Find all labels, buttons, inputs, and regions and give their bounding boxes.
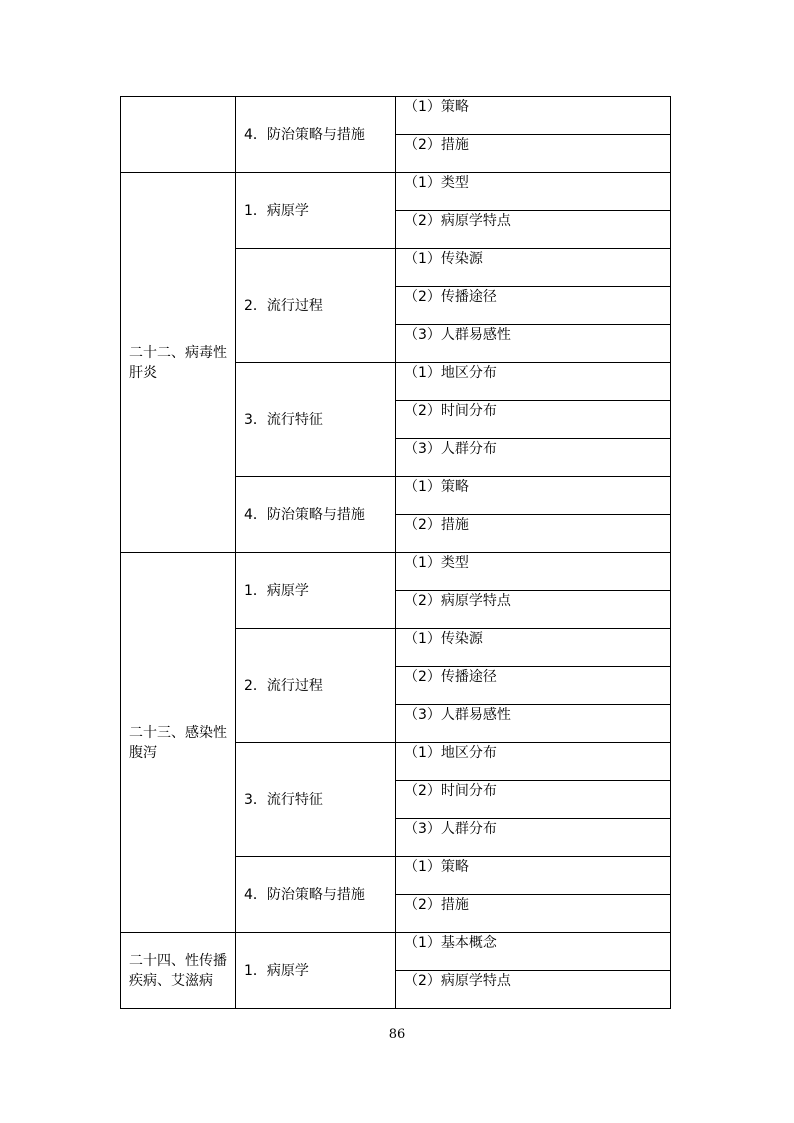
item-cell: （1）基本概念 xyxy=(396,933,671,971)
item-cell: （2）病原学特点 xyxy=(396,211,671,249)
section-cell: 3．流行特征 xyxy=(236,743,396,857)
item-cell: （1）策略 xyxy=(396,477,671,515)
item-cell: （2）病原学特点 xyxy=(396,591,671,629)
chapter-cell: 二十三、感染性腹泻 xyxy=(121,553,236,933)
section-cell: 1．病原学 xyxy=(236,173,396,249)
item-cell: （1）地区分布 xyxy=(396,743,671,781)
item-cell: （3）人群分布 xyxy=(396,819,671,857)
section-cell: 2．流行过程 xyxy=(236,629,396,743)
item-cell: （1）类型 xyxy=(396,553,671,591)
item-cell: （1）传染源 xyxy=(396,629,671,667)
section-cell: 2．流行过程 xyxy=(236,249,396,363)
section-cell: 1．病原学 xyxy=(236,933,396,1009)
section-cell: 4．防治策略与措施 xyxy=(236,477,396,553)
item-cell: （1）地区分布 xyxy=(396,363,671,401)
item-cell: （1）传染源 xyxy=(396,249,671,287)
chapter-cell xyxy=(121,97,236,173)
item-cell: （2）时间分布 xyxy=(396,781,671,819)
item-cell: （2）措施 xyxy=(396,135,671,173)
section-cell: 4．防治策略与措施 xyxy=(236,97,396,173)
chapter-cell: 二十四、性传播疾病、艾滋病 xyxy=(121,933,236,1009)
item-cell: （1）策略 xyxy=(396,857,671,895)
outline-table-body xyxy=(121,97,671,1009)
item-cell: （3）人群易感性 xyxy=(396,325,671,363)
item-cell: （2）措施 xyxy=(396,895,671,933)
item-cell: （2）措施 xyxy=(396,515,671,553)
outline-table xyxy=(120,96,671,1009)
table-row xyxy=(121,97,671,135)
item-cell: （1）类型 xyxy=(396,173,671,211)
section-cell: 1．病原学 xyxy=(236,553,396,629)
item-cell: （2）传播途径 xyxy=(396,667,671,705)
item-cell: （3）人群易感性 xyxy=(396,705,671,743)
item-cell: （2）病原学特点 xyxy=(396,971,671,1009)
item-cell: （3）人群分布 xyxy=(396,439,671,477)
table-row xyxy=(121,933,671,971)
item-cell: （2）时间分布 xyxy=(396,401,671,439)
item-cell: （2）传播途径 xyxy=(396,287,671,325)
table-row xyxy=(121,173,671,211)
item-cell: （1）策略 xyxy=(396,97,671,135)
page-number: 86 xyxy=(388,1027,406,1042)
table-row xyxy=(121,553,671,591)
chapter-cell: 二十二、病毒性肝炎 xyxy=(121,173,236,553)
section-cell: 4．防治策略与措施 xyxy=(236,857,396,933)
section-cell: 3．流行特征 xyxy=(236,363,396,477)
